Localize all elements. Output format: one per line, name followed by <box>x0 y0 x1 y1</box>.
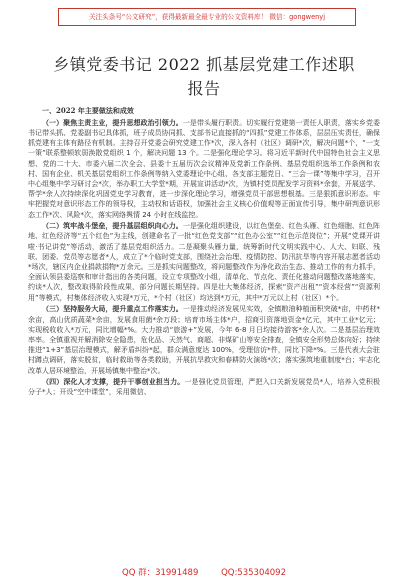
footer-qq-group: QQ 群：31991489 <box>122 568 199 578</box>
footer-qq: QQ:535304092 <box>221 568 286 578</box>
document-title <box>0 54 408 100</box>
title-line-2: 报告 <box>187 79 221 98</box>
paragraph-1: （一）聚焦主责主业，提升思想政治引领力。一是带头履行职责。切实履行党建第一责任人职责，落实乡党委书记带头抓、党委副书记具体抓，班子成员协同抓、支部书记直接抓的“四抓”党建工作体系，层层压实责任，确保抓党建有主体有路径有机制。主持召开党委会研究党建工作*次，深入各村（社区）调研*次，解决问题*个，“一支一策”联系整顿软弱涣散党组织 1 个，解决问题 13 个。二是强化理论学习。将习近平新时代中国特色社会主义思想、党的二十大、市委六届二次全会、县委十五届历次会议精神及党新工作条例、基层党组织选举工作条例和农村、国有企业、机关基层党组织工作条例等纳入党委理论中心组、各支部主题党日、“三会一课”等集中学习，召开中心组集中学习研讨会*次，举办职工大学堂*期，开展宣讲活动*次，为镇村党员配发学习资料*余套，开展送学、帮学*余人次持续深化巩固党史学习教育，进一步深化理论学习，增强党员干部思想根基。三是狠抓意识形态。牢牢把握党对意识形态工作的领导权，主动权和话语权，加强社会主义核心价值观等正面宣传引导，集中研判意识形态工作*次、风险*次，落实网络舆情 24 小时在线监控。 <box>28 118 381 219</box>
paragraph-4: （四）深化人才支撑，提升干事创业担当力。一是强化党员管理，严把入口关新发展党员*人，培养入党积极分子*人；开设“空中课堂”，采用微信、 <box>28 378 381 397</box>
document-body <box>28 106 380 399</box>
title-line-1: 乡镇党委书记 2022 抓基层党建工作述职 <box>53 55 355 74</box>
promo-banner: 关注头条号“公文研究”，获得最新最全最专业的公文资料库！ 微信：gongwenyj <box>58 8 356 26</box>
paragraph-3: （三）坚持服务大局，提升重点工作落实力。一是推动经济发展见实效，全镇粮油种植面积突破*亩，中药材*余亩，高山优质蔬菜*余亩，发展食用菌*余万段；培育市场主体*户，招商引资落地资金*亿元，其中工业*亿元；实现税收收入*万元，同比增幅*%。大力推动“旅游+”发展，今年 6-8 月日均接待游客*余人次。二是基层治理效率率。全镇重视并解消除安全隐患，危化品、天然气、商超、非煤矿山等安全排查，全镇安全形势总体向好；持续推进“1+3”基层治理模式，解矛盾纠纷*起，群众满意度达 100%，受理信访*件，同比下降*%。三是代表大会驻村蹲点调研，落实脱贫，临时救助等各类救助，开展抗旱救灾和春耕防火演练*次；落实强筑地重制度*台；牢志化改革人居环境整治，开展场镇集中整治*次。 <box>28 305 381 375</box>
section-heading: 一、2022 年主要做法和成效 <box>42 106 134 115</box>
footer-contact <box>0 566 408 578</box>
paragraph-2: （二）筑牢战斗堡垒，提升基层组织向心力。一是强化组织建设，以红色堡垒、红色头雁、红色细胞、红色阵地、红色经济等“五个红色”为主线，创建命名了一批“红色党支部”“红色办公室”“红色示范岗位”；开展“党课开讲啦·书记讲党”等活动，激活了基层党组织活力。二是凝聚头雁力量，统筹新时代文明实践中心、人大、妇联、残联、团委、党员等志愿者*人，成立了*个临时党支部，围绕社会治理、疫情防控、防汛抗旱等内容开展志愿者活动*场次，辖区内企业捐款捐物*万余元。三是抓实问题整改，将问题整改作为净化政治生态、推动工作的有力抓手，全面认领县委巡察和审计指出的各类问题，设立专项整改小组，清单化、节点化、责任化推动问题整改落地落实，约谈*人次，整改取得阶段性成果，部分问题长期坚持。四是壮大集体经济，探索“资产出租”“资本经营”“资源利用”等模式，村集体经济收入实现*万元，*个村（社区）均达到*万元，其中*万元以上村（社区）*个。 <box>28 222 381 302</box>
